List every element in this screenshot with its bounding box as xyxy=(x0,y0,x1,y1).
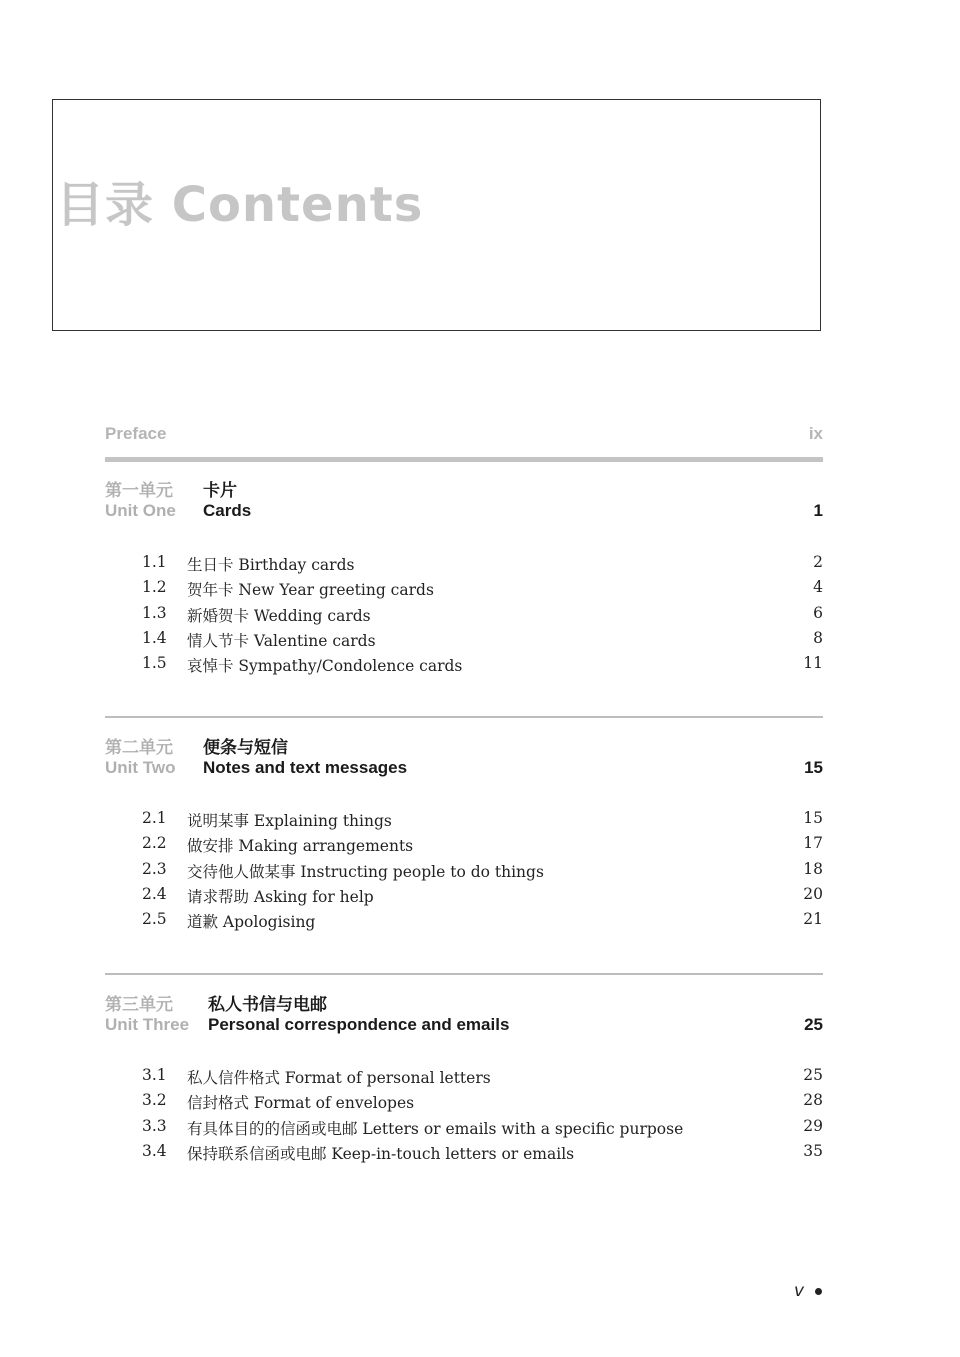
item-page: 11 xyxy=(803,654,823,673)
item-title: 请求帮助 Asking for help xyxy=(187,887,374,906)
item-page: 35 xyxy=(803,1141,823,1160)
item-number: 2.3 xyxy=(142,859,167,878)
item-number: 1.1 xyxy=(142,553,167,571)
item-page: 18 xyxy=(803,859,823,878)
unit-title-cn: 便条与短信 xyxy=(203,738,288,757)
item-page: 29 xyxy=(803,1116,823,1135)
item-number: 2.4 xyxy=(142,884,167,903)
unit-page: 1 xyxy=(813,501,823,520)
item-title: 交待他人做某事 Instructing people to do things xyxy=(187,862,544,881)
unit-title-cn: 卡片 xyxy=(203,481,237,500)
item-number: 3.1 xyxy=(142,1066,167,1084)
toc-item[interactable] xyxy=(105,654,823,679)
toc-item[interactable] xyxy=(105,1066,823,1091)
toc-item[interactable] xyxy=(105,578,823,603)
item-title: 保持联系信函或电邮 Keep-in-touch letters or emails xyxy=(187,1144,575,1163)
item-title: 生日卡 Birthday cards xyxy=(187,556,355,574)
toc-item[interactable] xyxy=(105,1091,823,1116)
bullet-dot-icon xyxy=(815,1288,822,1295)
item-title: 道歉 Apologising xyxy=(187,913,316,932)
item-title: 信封格式 Format of envelopes xyxy=(187,1094,415,1113)
item-page: 28 xyxy=(803,1091,823,1110)
item-page: 15 xyxy=(803,809,823,827)
item-number: 2.5 xyxy=(142,910,167,929)
item-title: 说明某事 Explaining things xyxy=(187,812,392,830)
item-number: 1.4 xyxy=(142,628,167,647)
item-number: 3.2 xyxy=(142,1091,167,1110)
item-number: 3.3 xyxy=(142,1116,167,1135)
unit-label-cn: 第三单元 xyxy=(105,995,173,1014)
unit-label-en: Unit One xyxy=(105,501,176,520)
page-number: v xyxy=(794,1281,805,1301)
divider xyxy=(105,457,823,462)
item-title: 新婚贺卡 Wedding cards xyxy=(187,606,371,625)
unit-label-cn: 第一单元 xyxy=(105,481,173,500)
item-page: 2 xyxy=(813,553,823,571)
item-page: 20 xyxy=(803,884,823,903)
toc-item[interactable] xyxy=(105,604,823,629)
toc-item[interactable] xyxy=(105,1142,823,1167)
page-title: 目录 Contents xyxy=(56,177,424,233)
item-title: 私人信件格式 Format of personal letters xyxy=(187,1069,491,1087)
divider xyxy=(105,716,823,718)
item-title: 情人节卡 Valentine cards xyxy=(187,631,376,650)
toc-item[interactable] xyxy=(105,834,823,859)
unit-two-items xyxy=(105,809,823,935)
item-number: 1.5 xyxy=(142,654,167,673)
toc-item[interactable] xyxy=(105,809,823,834)
item-page: 4 xyxy=(813,578,823,597)
item-page: 17 xyxy=(803,834,823,853)
unit-label-en: Unit Two xyxy=(105,758,176,777)
unit-two-heading[interactable] xyxy=(105,733,823,783)
unit-title-en: Personal correspondence and emails xyxy=(208,1015,510,1034)
toc-item[interactable] xyxy=(105,910,823,935)
unit-title-en: Cards xyxy=(203,501,252,520)
toc-item[interactable] xyxy=(105,885,823,910)
item-page: 8 xyxy=(813,628,823,647)
preface-page: ix xyxy=(808,424,823,443)
unit-label-cn: 第二单元 xyxy=(105,738,173,757)
unit-page: 25 xyxy=(804,1015,823,1034)
unit-one-heading[interactable] xyxy=(105,476,823,526)
toc-item[interactable] xyxy=(105,860,823,885)
item-number: 1.3 xyxy=(142,603,167,622)
item-number: 3.4 xyxy=(142,1141,167,1160)
toc-item[interactable] xyxy=(105,629,823,654)
item-number: 2.2 xyxy=(142,834,167,853)
unit-label-en: Unit Three xyxy=(105,1015,190,1034)
toc-item[interactable] xyxy=(105,1117,823,1142)
item-title: 有具体目的的信函或电邮 Letters or emails with a specific purpose xyxy=(187,1119,684,1138)
item-page: 21 xyxy=(803,910,823,929)
divider xyxy=(105,973,823,975)
item-number: 1.2 xyxy=(142,578,167,597)
item-title: 哀悼卡 Sympathy/Condolence cards xyxy=(187,657,463,676)
item-title: 贺年卡 New Year greeting cards xyxy=(187,581,434,600)
unit-three-items xyxy=(105,1066,823,1167)
item-number: 2.1 xyxy=(142,809,167,827)
toc-item[interactable] xyxy=(105,553,823,578)
item-title: 做安排 Making arrangements xyxy=(187,837,414,856)
toc-preface[interactable] xyxy=(105,424,823,444)
unit-title-cn: 私人书信与电邮 xyxy=(208,995,327,1014)
preface-label: Preface xyxy=(105,424,167,443)
item-page: 25 xyxy=(803,1066,823,1084)
unit-page: 15 xyxy=(804,758,823,777)
unit-title-en: Notes and text messages xyxy=(203,758,408,777)
item-page: 6 xyxy=(813,603,823,622)
unit-three-heading[interactable] xyxy=(105,990,823,1040)
unit-one-items xyxy=(105,553,823,679)
